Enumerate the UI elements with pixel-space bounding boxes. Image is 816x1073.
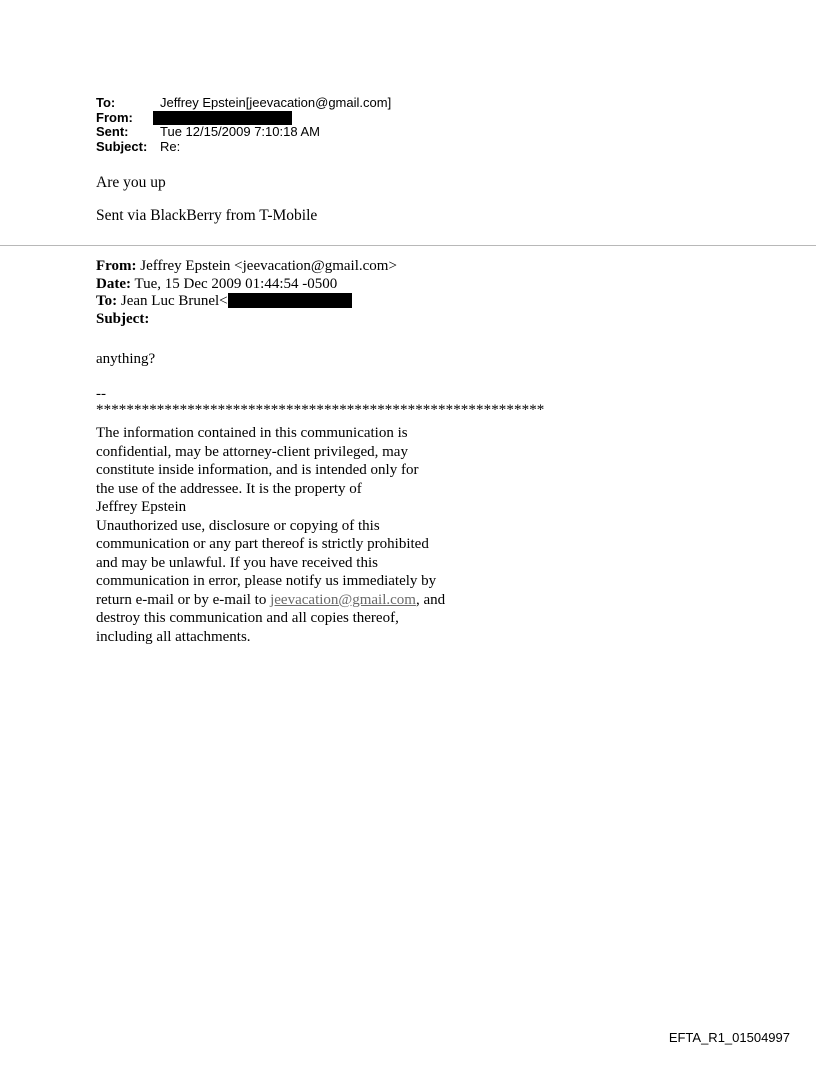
email2-from-row xyxy=(96,258,397,276)
confidentiality-disclaimer xyxy=(96,424,445,646)
email-link[interactable]: jeevacation@gmail.com xyxy=(270,591,416,608)
signature-dash: -- xyxy=(96,386,106,402)
bates-number: EFTA_R1_01504997 xyxy=(668,1030,790,1045)
email1-subject-value: Re: xyxy=(160,138,181,154)
email1-to-row xyxy=(96,96,391,111)
divider-line xyxy=(0,245,816,246)
disclaimer-line: constitute inside information, and is intended only for xyxy=(96,462,419,478)
email2-from-value: Jeffrey Epstein <jeevacation@gmail.com> xyxy=(136,258,397,274)
disclaimer-line: confidential, may be attorney-client privileged, may xyxy=(96,443,408,460)
email2-date-label: Date: xyxy=(96,275,131,292)
email1-to-label: To: xyxy=(96,95,116,110)
disclaimer-line: and may be unlawful. If you have received this xyxy=(96,554,378,571)
email2-subject-row xyxy=(96,311,397,329)
email1-sent-row xyxy=(96,125,391,140)
redaction-block xyxy=(228,293,352,308)
disclaimer-line: Unauthorized use, disclosure or copying of this xyxy=(96,517,380,534)
disclaimer-line: communication in error, please notify us immediately by xyxy=(96,573,437,589)
disclaimer-line: Jeffrey Epstein xyxy=(96,499,187,515)
email1-subject-label: Subject: xyxy=(96,138,148,154)
email2-date-row xyxy=(96,276,397,294)
email2-subject-label: Subject: xyxy=(96,310,150,327)
email2-to-label: To: xyxy=(96,293,118,309)
email2-from-label: From: xyxy=(96,258,137,274)
disclaimer-link-prefix: return e-mail or by e-mail to xyxy=(96,591,271,608)
email2-to-row xyxy=(96,293,397,311)
email1-header xyxy=(96,96,391,154)
disclaimer-line: communication or any part thereof is strictly prohibited xyxy=(96,536,429,552)
signature-stars: *********************************************************** xyxy=(96,402,545,418)
disclaimer-link-suffix: , and xyxy=(415,591,446,608)
email1-signature: Sent via BlackBerry from T-Mobile xyxy=(96,207,318,224)
disclaimer-line: the use of the addressee. It is the property of xyxy=(96,480,362,497)
email1-sent-label: Sent: xyxy=(96,124,129,139)
disclaimer-line: The information contained in this communication is xyxy=(96,425,408,441)
disclaimer-line: including all attachments. xyxy=(96,628,251,645)
email1-from-label: From: xyxy=(96,109,133,125)
email1-to-value: Jeffrey Epstein[jeevacation@gmail.com] xyxy=(160,95,392,110)
email1-subject-row xyxy=(96,140,391,155)
email1-sent-value: Tue 12/15/2009 7:10:18 AM xyxy=(160,124,320,139)
disclaimer-line: destroy this communication and all copies thereof, xyxy=(96,610,399,626)
email2-body: anything? xyxy=(96,351,156,367)
disclaimer-link-line xyxy=(96,591,445,610)
redaction-block xyxy=(153,111,292,125)
email1-body: Are you up xyxy=(96,174,166,191)
email2-to-value: Jean Luc Brunel< xyxy=(117,293,228,309)
email2-date-value: Tue, 15 Dec 2009 01:44:54 -0500 xyxy=(130,275,338,292)
email2-header xyxy=(96,258,397,328)
email1-from-row xyxy=(96,111,391,126)
